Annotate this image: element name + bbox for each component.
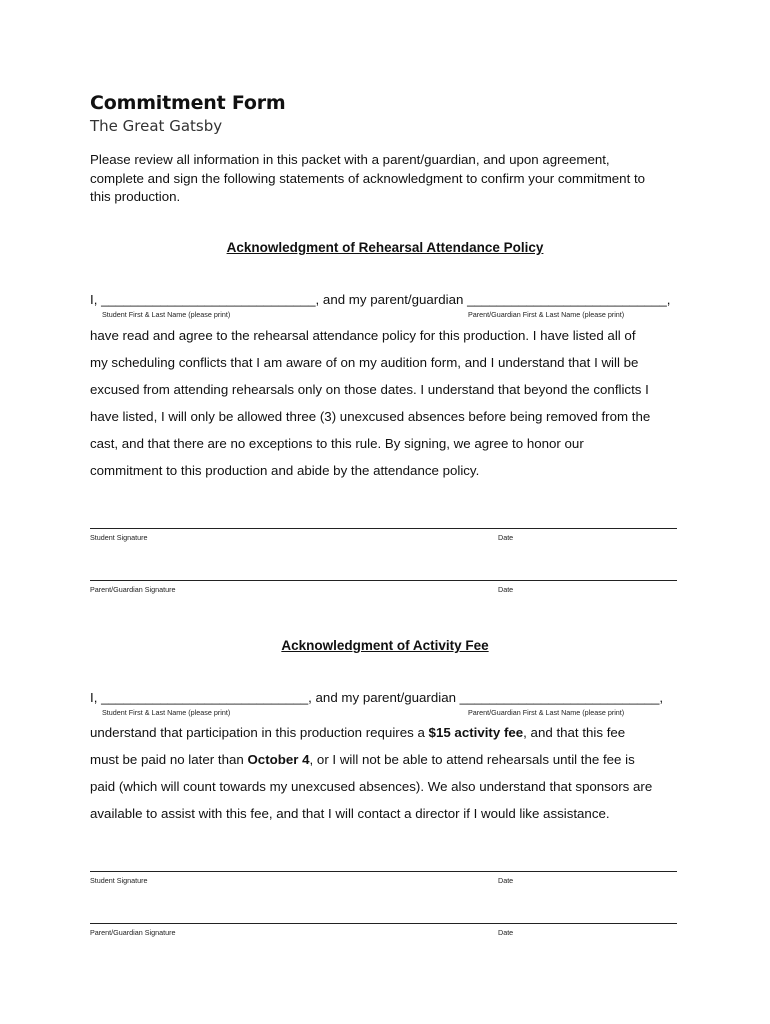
fee-parent-date-label: Date [498,928,514,937]
attendance-line: commitment to this production and abide by the attendance policy. [90,463,480,478]
fee-student-date-label: Date [498,876,514,885]
attendance-student-signature-line[interactable] [90,528,677,529]
fee-parent-signature-line[interactable] [90,923,677,924]
fee-student-name-caption: Student First & Last Name (please print) [102,708,231,717]
fee-line: paid (which will count towards my unexcused absences). We also understand that sponsors are [90,779,653,794]
intro-line: complete and sign the following statements of acknowledgment to confirm your commitment to [90,170,646,186]
attendance-line: cast, and that there are no exceptions to this rule. By signing, we agree to honor our [90,436,584,451]
attendance-heading: Acknowledgment of Rehearsal Attendance Policy [226,240,544,255]
fee-amount: $15 activity fee [428,725,524,740]
fee-line: understand that participation in this production requires a $15 activity fee, and that this fee [90,725,626,740]
intro-line: Please review all information in this packet with a parent/guardian, and upon agreement, [90,152,610,167]
attendance-line: have listed, I will only be allowed three (3) unexcused absences before being removed from the [90,409,651,424]
fee-parent-signature-label: Parent/Guardian Signature [90,928,176,937]
attendance-parent-date-label: Date [498,585,514,594]
attendance-line: have read and agree to the rehearsal attendance policy for this production. I have listed all of [90,328,636,343]
attendance-line: my scheduling conflicts that I am aware of on my audition form, and I understand that I will be [90,355,639,370]
attendance-parent-signature-label: Parent/Guardian Signature [90,585,176,594]
attendance-policy-text [90,322,690,484]
fee-heading: Acknowledgment of Activity Fee [281,638,489,653]
attendance-student-date-label: Date [498,533,514,542]
attendance-student-signature-label: Student Signature [90,533,148,542]
fee-student-signature-line[interactable] [90,871,677,872]
attendance-name-fill-line[interactable]: I, _____________________________, and my parent/guardian ___________________________, [90,292,671,307]
fee-line: must be paid no later than October 4, or I will not be able to attend rehearsals until the fee is [90,752,635,767]
fee-name-fill-line[interactable]: I, ____________________________, and my parent/guardian ___________________________, [90,690,664,705]
attendance-line: excused from attending rehearsals only on those dates. I understand that beyond the conflicts I [90,382,649,397]
page-subtitle: The Great Gatsby [90,117,223,135]
attendance-parent-name-caption: Parent/Guardian First & Last Name (please print) [468,310,625,319]
intro-paragraph [90,151,690,207]
intro-line: this production. [90,189,181,204]
fee-parent-name-caption: Parent/Guardian First & Last Name (please print) [468,708,625,717]
attendance-parent-signature-line[interactable] [90,580,677,581]
fee-deadline: October 4 [247,752,310,767]
fee-policy-text [90,719,690,827]
fee-line: available to assist with this fee, and that I will contact a director if I would like assistance. [90,806,610,821]
attendance-student-name-caption: Student First & Last Name (please print) [102,310,231,319]
page-title: Commitment Form [90,92,286,114]
fee-student-signature-label: Student Signature [90,876,148,885]
